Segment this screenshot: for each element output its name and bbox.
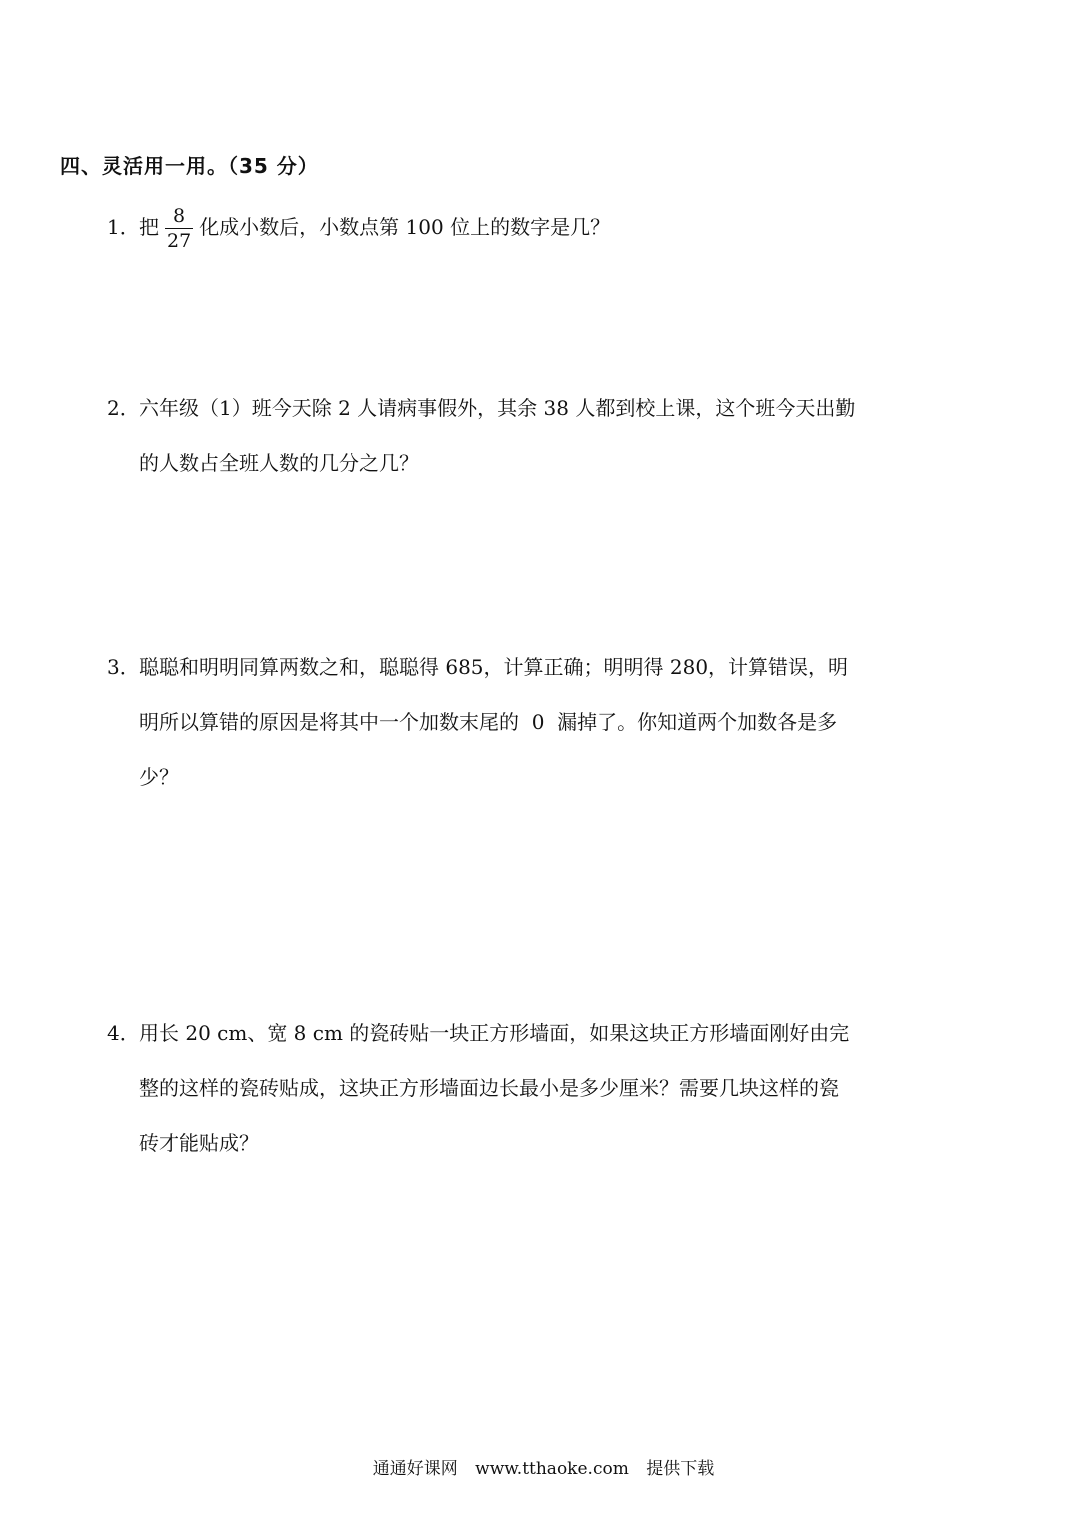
- question-4-number: 4．: [107, 1021, 140, 1045]
- question-4: [107, 1006, 937, 1171]
- question-1-line-1: [107, 200, 937, 255]
- question-4-line-2: 整的这样的瓷砖贴成，这块正方形墙面边长最小是多少厘米？需要几块这样的瓷: [139, 1076, 839, 1100]
- fraction: [165, 205, 193, 252]
- question-3: [107, 640, 937, 805]
- question-4-text-1: 用长 20 cm、宽 8 cm 的瓷砖贴一块正方形墙面，如果这块正方形墙面刚好由完: [139, 1021, 850, 1045]
- fraction-denominator: 27: [167, 230, 192, 252]
- fraction-numerator: 8: [173, 205, 186, 227]
- footer-site-name: 通通好课网: [372, 1459, 458, 1479]
- question-2-number: 2．: [107, 396, 140, 420]
- question-4-line-1: [107, 1006, 937, 1061]
- question-1: [107, 200, 937, 255]
- fraction-bar: [165, 228, 193, 229]
- question-4-line-3: 砖才能贴成？: [139, 1131, 259, 1155]
- question-3-line-1: [107, 640, 937, 695]
- question-1-number: 1．: [107, 215, 140, 239]
- question-3-text-1: 聪聪和明明同算两数之和，聪聪得 685，计算正确；明明得 280，计算错误，明: [139, 655, 849, 679]
- question-2-line-1: [107, 381, 937, 436]
- page-footer: [0, 1454, 1087, 1479]
- footer-note: 提供下载: [646, 1459, 715, 1479]
- question-1-before-text: 把: [139, 215, 159, 239]
- question-3-line-3: 少？: [139, 765, 179, 789]
- section-title: 四、灵活用一用。（35 分）: [60, 154, 319, 178]
- footer-url: www.tthaoke.com: [475, 1459, 629, 1479]
- question-2: [107, 381, 937, 491]
- question-3-number: 3．: [107, 655, 140, 679]
- question-3-line-2: 明所以算错的原因是将其中一个加数末尾的 0 漏掉了。你知道两个加数各是多: [139, 710, 838, 734]
- question-2-line-2: 的人数占全班人数的几分之几？: [139, 451, 419, 475]
- question-2-text-1: 六年级（1）班今天除 2 人请病事假外，其余 38 人都到校上课，这个班今天出勤: [139, 396, 856, 420]
- question-1-after-text: 化成小数后，小数点第 100 位上的数字是几？: [199, 215, 611, 239]
